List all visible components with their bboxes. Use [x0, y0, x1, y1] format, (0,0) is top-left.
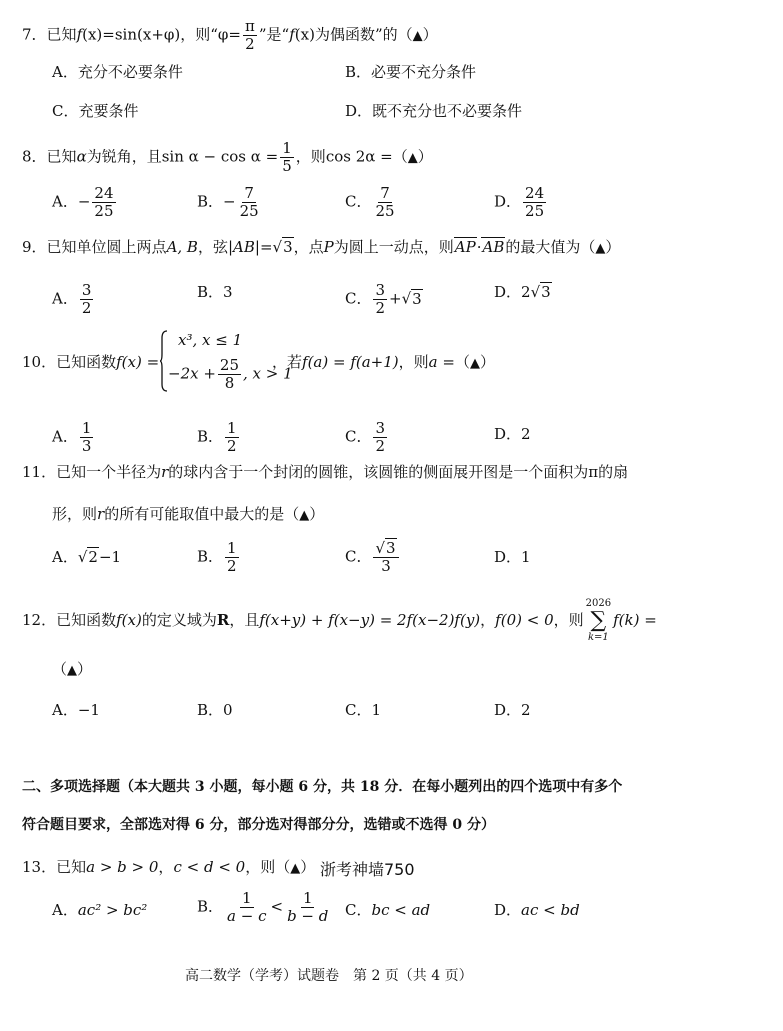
q7-stem: 7．已知f(x)=sin(x+φ)，则“φ= $\frac{\pi}{2}$ ”是“f(x)为偶函数”的（▲） [22, 17, 438, 53]
q7-option-d[interactable]: D．既不充分也不必要条件 [345, 102, 523, 120]
q13-watermark: 浙考神墙750 [320, 860, 415, 879]
q11-option-c[interactable]: C． $\frac{√3}{3}$ [345, 540, 401, 575]
q13-option-c[interactable]: C．bc < ad [345, 901, 431, 919]
q13-option-d[interactable]: D．ac < bd [494, 901, 580, 919]
q12-option-a[interactable]: A．−1 [52, 701, 100, 719]
answer-blank-marker: ▲ [412, 28, 423, 44]
summation-symbol: 2026 ∑ k=1 [585, 598, 612, 643]
q11-option-d[interactable]: D．1 [494, 548, 531, 566]
q13-option-a[interactable]: A．ac² > bc² [52, 901, 148, 919]
q9-option-a[interactable]: A． $\frac{3}{2}$ [52, 281, 92, 317]
q8-option-a[interactable]: A．− $\frac{24}{25}$ [52, 184, 114, 220]
q7-option-a[interactable]: A．充分不必要条件 [52, 63, 183, 81]
q12-answer-blank: （▲） [52, 660, 93, 678]
q12-stem: 12．已知函数f(x)的定义域为R，且f(x+y) + f(x−y) = 2f(x−2)f(y)，f(0) < 0，则 2026 ∑ k=1 f(k) = [22, 598, 657, 643]
answer-blank-marker: ▲ [595, 241, 606, 256]
answer-blank-marker: ▲ [407, 150, 418, 166]
q10-option-d[interactable]: D．2 [494, 425, 531, 443]
q10-option-b[interactable]: B． $\frac{1}{2}$ [197, 419, 237, 455]
answer-blank-marker: ▲ [299, 508, 310, 523]
q9-option-c[interactable]: C． $\frac{3}{2}$ +√3 [345, 281, 422, 317]
q8-option-b[interactable]: B．− $\frac{7}{25}$ [197, 184, 259, 220]
q13-stem: 13．已知a > b > 0，c < d < 0，则（▲） [22, 858, 316, 876]
q10-option-a[interactable]: A． $\frac{1}{3}$ [52, 419, 92, 455]
q11-option-b[interactable]: B． $\frac{1}{2}$ [197, 539, 237, 575]
q9-option-b[interactable]: B．3 [197, 283, 233, 301]
q11-stem-line2: 形，则r的所有可能取值中最大的是（▲） [52, 505, 325, 523]
q7-option-c[interactable]: C．充要条件 [52, 102, 139, 120]
q10-stem-right: ，若f(a) = f(a+1)，则a =（▲） [272, 353, 495, 371]
q11-option-a[interactable]: A．√2−1 [52, 548, 122, 566]
answer-blank-marker: ▲ [469, 356, 480, 371]
q9-stem: 9．已知单位圆上两点A, B，弦|AB|=√3，点P为圆上一动点，则AP·AB的最大值为（▲） [22, 238, 621, 256]
q10-option-c[interactable]: C． $\frac{3}{2}$ [345, 419, 386, 455]
q13-option-b[interactable]: B． $\frac{1}{a - c}$ < $\frac{1}{b - d}$ [197, 889, 329, 925]
piecewise-brace [160, 330, 168, 392]
q12-option-d[interactable]: D．2 [494, 701, 531, 719]
q12-option-b[interactable]: B．0 [197, 701, 233, 719]
answer-blank-marker: ▲ [67, 663, 78, 678]
q7-option-b[interactable]: B．必要不充分条件 [345, 63, 477, 81]
answer-blank-marker: ▲ [290, 861, 301, 876]
section2-heading-line1: 二、多项选择题（本大题共 3 小题，每小题 6 分，共 18 分．在每小题列出的四个选项中有多个 [22, 779, 623, 795]
page-footer: 高二数学（学考）试题卷 第 2 页（共 4 页） [185, 968, 473, 984]
q10-case2: −2x + $\frac{25}{8}$ , x > 1 [168, 356, 293, 392]
q12-option-c[interactable]: C．1 [345, 701, 382, 719]
q8-option-d[interactable]: D． $\frac{24}{25}$ [494, 184, 545, 220]
q8-stem: 8．已知α为锐角，且sin α − cos α = $\frac{1}{5}$ ，则cos 2α =（▲） [22, 139, 433, 175]
q10-case1: x³, x ≤ 1 [178, 331, 243, 349]
q9-option-d[interactable]: D．2√3 [494, 283, 551, 301]
q10-stem-left: 10．已知函数f(x) = [22, 353, 160, 371]
q8-option-c[interactable]: C． $\frac{7}{25}$ [345, 184, 395, 220]
q11-stem-line1: 11．已知一个半径为r的球内含于一个封闭的圆锥，该圆锥的侧面展开图是一个面积为π的扇 [22, 463, 629, 481]
section2-heading-line2: 符合题目要求，全部选对得 6 分，部分选对得部分分，选错或不选得 0 分） [22, 817, 495, 833]
